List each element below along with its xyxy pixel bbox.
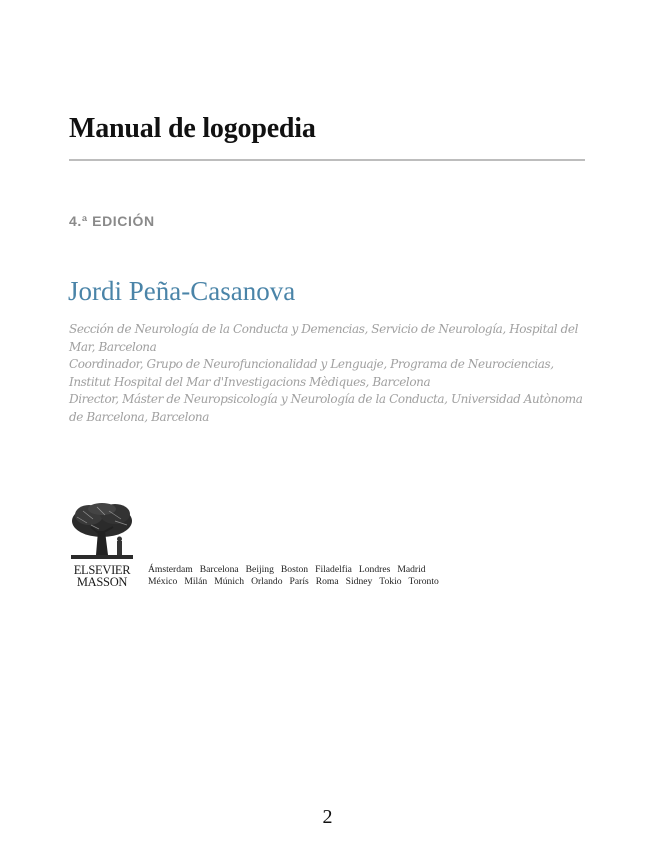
city-name: Ámsterdam	[148, 564, 193, 575]
affiliation-line: Director, Máster de Neuropsicología y Neurología de la Conducta, Universidad Autònoma de Barcelona, Barcelona	[69, 392, 583, 424]
city-name: Múnich	[214, 576, 245, 587]
publisher-cities-row	[148, 576, 446, 587]
city-name: Tokio	[379, 576, 402, 587]
edition-label: 4.ª EDICIÓN	[69, 213, 155, 229]
city-name: Barcelona	[199, 564, 239, 575]
publisher-cities-row	[148, 564, 433, 575]
tree-icon	[69, 503, 135, 563]
affiliation-line: Coordinador, Grupo de Neurofuncionalidad y Lenguaje, Programa de Neurociencias, Institut Hospital del Mar d'Investigacions Mèdiques, Barcelona	[69, 357, 554, 389]
city-name: Londres	[358, 564, 391, 575]
page-number: 2	[322, 806, 333, 828]
city-name: Roma	[315, 576, 339, 587]
city-name: México	[148, 576, 178, 587]
city-name: Milán	[184, 576, 208, 587]
city-name: Beijing	[245, 564, 274, 575]
city-name: París	[289, 576, 309, 587]
logo-wordmark-elsevier: ELSEVIER	[73, 563, 131, 577]
city-name: Sidney	[345, 576, 373, 587]
publisher-logo	[69, 503, 135, 588]
city-name: Madrid	[397, 564, 426, 575]
title-divider	[69, 159, 585, 161]
author-affiliations	[69, 321, 589, 426]
city-name: Orlando	[251, 576, 283, 587]
book-title: Manual de logopedia	[69, 113, 316, 144]
city-name: Toronto	[408, 576, 439, 587]
city-name: Boston	[280, 564, 309, 575]
affiliation-line: Sección de Neurología de la Conducta y Demencias, Servicio de Neurología, Hospital del Mar, Barcelona	[69, 322, 579, 354]
city-name: Filadelfia	[315, 564, 352, 575]
logo-wordmark-masson: MASSON	[76, 575, 128, 589]
author-name: Jordi Peña-Casanova	[68, 276, 296, 306]
